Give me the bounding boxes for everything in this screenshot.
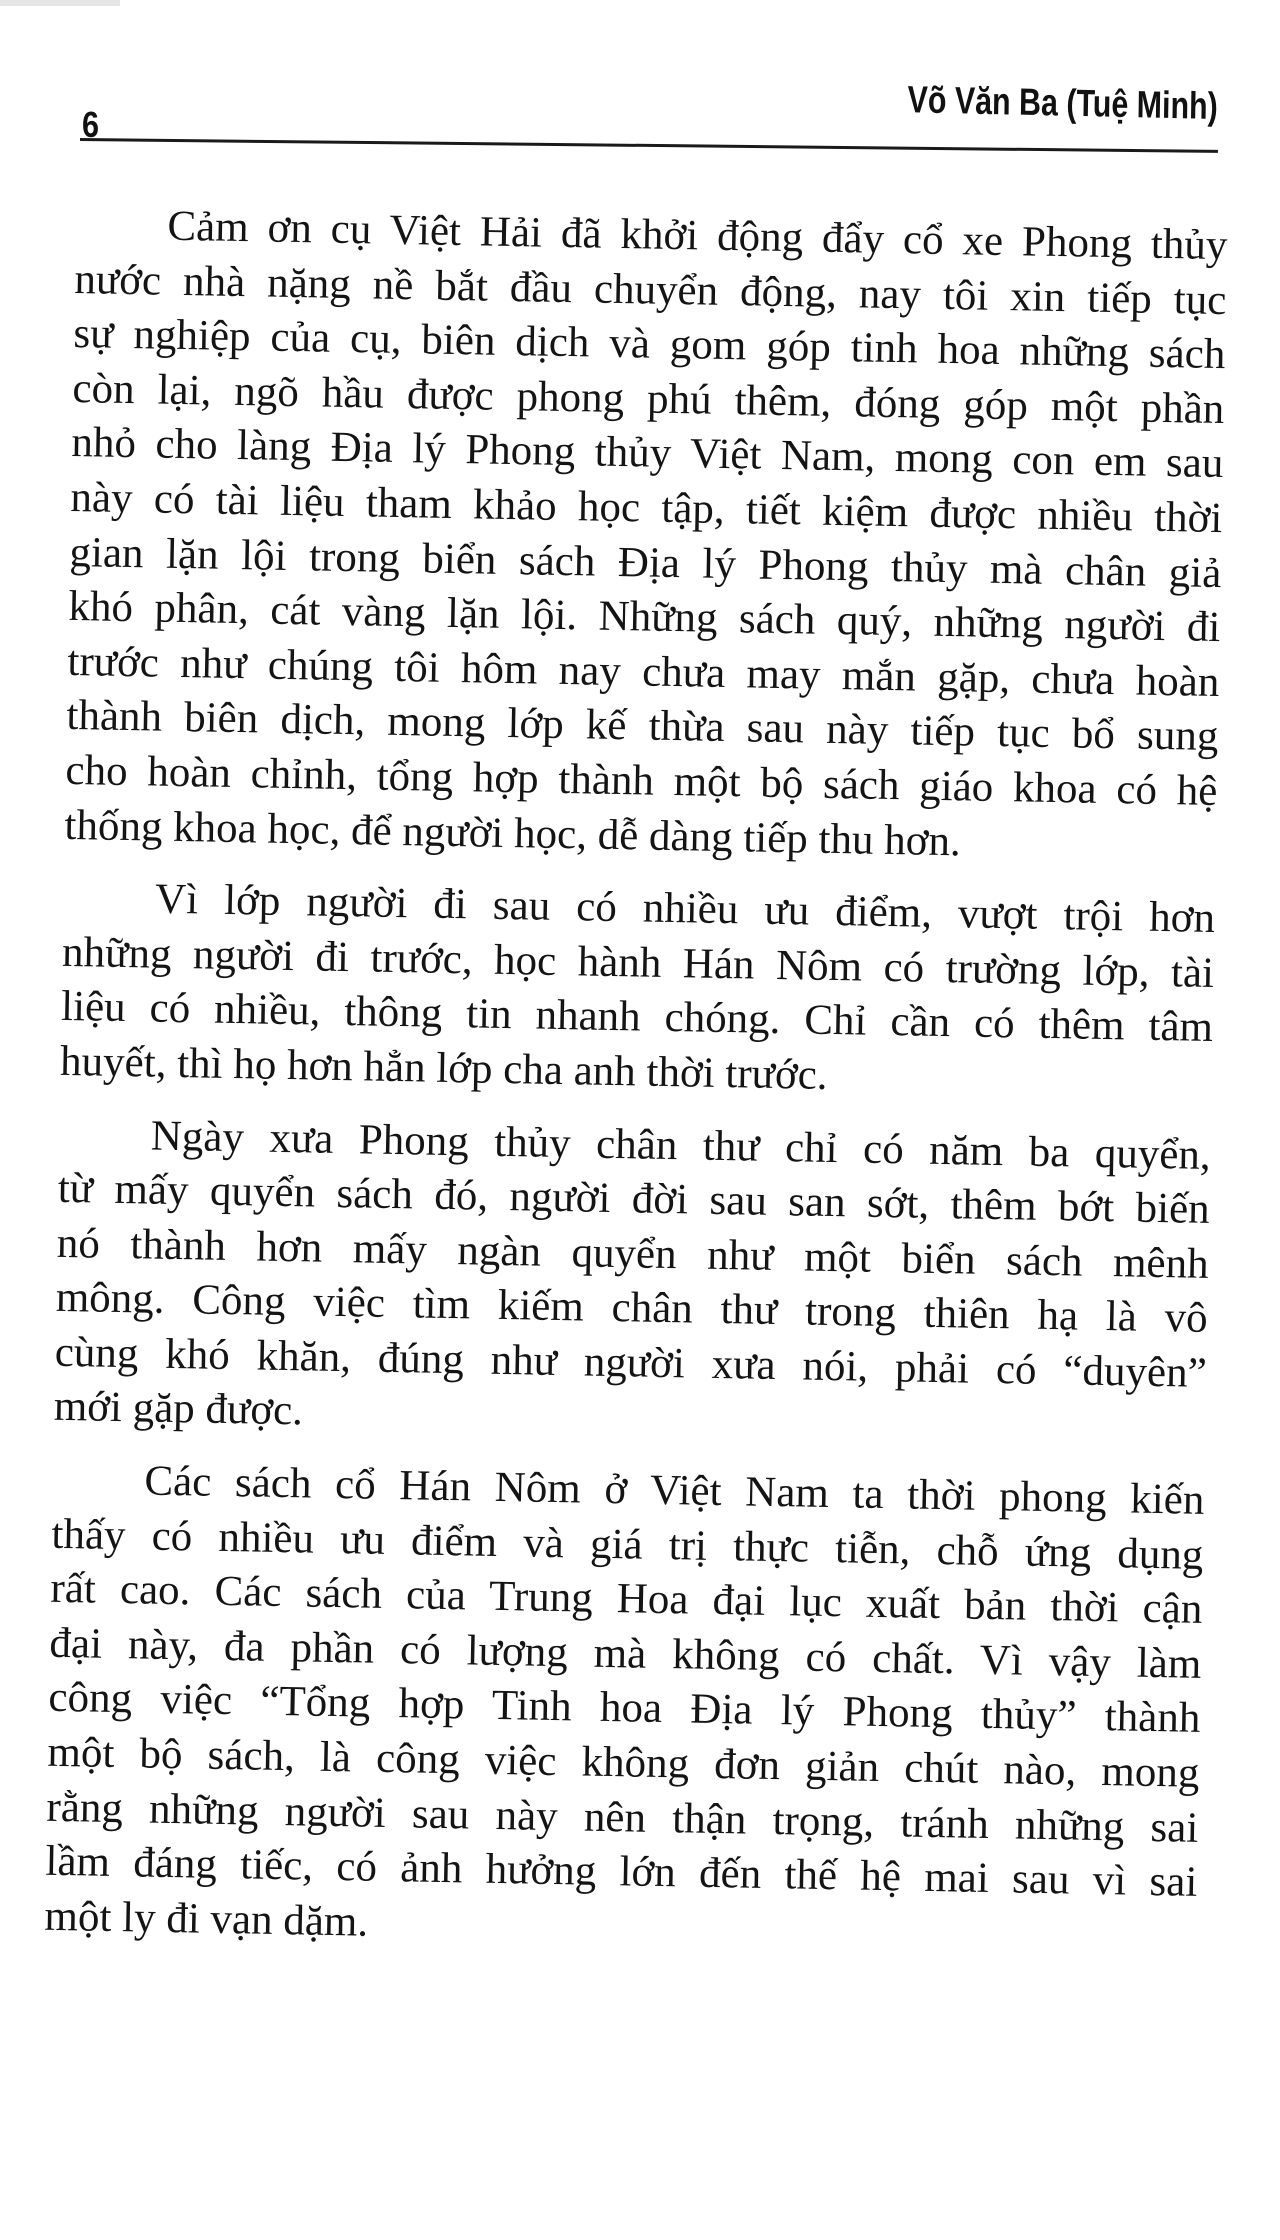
text-line: nước nhà nặng nề bắt đầu chuyển động, nay tôi xin tiếp tục xyxy=(74,255,1227,324)
text-line: Vì lớp người đi sau có nhiều ưu điểm, vượt trội hơn xyxy=(154,875,1216,943)
text-line: lầm đáng tiếc, có ảnh hưởng lớn đến thế hệ mai sau vì sai xyxy=(45,1837,1198,1907)
text-line: liệu có nhiều, thông tin nhanh chóng. Chỉ cần có thêm tâm xyxy=(60,983,1214,1052)
text-line: rằng những người sau này nên thận trọng, tránh những sai xyxy=(46,1783,1199,1852)
text-line: từ mấy quyển sách đó, người đời sau san sớt, thêm bớt biến xyxy=(57,1164,1211,1234)
text-line: sự nghiệp của cụ, biên dịch và gom góp tinh hoa những sách xyxy=(73,310,1226,379)
text-line: nhỏ cho làng Địa lý Phong thủy Việt Nam, mong con em sau xyxy=(71,419,1224,488)
text-line: thành biên dịch, mong lớp kế thừa sau này tiếp tục bổ sung xyxy=(66,692,1219,761)
text-line: Các sách cổ Hán Nôm ở Việt Nam ta thời phong kiến xyxy=(144,1457,1205,1524)
text-line: Ngày xưa Phong thủy chân thư chỉ có năm ba quyển, xyxy=(150,1112,1212,1179)
text-line: gian lặn lội trong biển sách Địa lý Phong thủy mà chân giả xyxy=(69,528,1222,597)
paragraph xyxy=(60,871,1216,1110)
text-line: khó phân, cát vàng lặn lội. Những sách quý, những người đi xyxy=(68,583,1221,652)
paragraph xyxy=(64,198,1228,874)
text-line: thấy có nhiều ưu điểm và giá trị thực tiễn, chỗ ứng dụng xyxy=(51,1510,1204,1579)
text-line: một bộ sách, là công việc không đơn giản chút nào, mong xyxy=(47,1728,1200,1797)
text-line: một ly đi vạn dặm. xyxy=(44,1892,369,1946)
text-line: còn lại, ngõ hầu được phong phú thêm, đóng góp một phần xyxy=(72,364,1225,433)
header-rule xyxy=(80,138,1218,153)
text-line: rất cao. Các sách của Trung Hoa đại lục xuất bản thời cận xyxy=(50,1565,1203,1634)
page-number: 6 xyxy=(82,104,100,145)
text-line: này có tài liệu tham khảo học tập, tiết kiệm được nhiều thời xyxy=(70,473,1223,543)
page-header xyxy=(80,74,1232,154)
scan-edge-strip xyxy=(0,0,120,6)
running-head-author: Võ Văn Ba (Tuệ Minh) xyxy=(907,79,1219,128)
text-line: huyết, thì họ hơn hẳn lớp cha anh thời trước. xyxy=(59,1037,828,1099)
text-line: mới gặp được. xyxy=(53,1383,304,1435)
text-line: những người đi trước, học hành Hán Nôm có trường lớp, tài xyxy=(61,928,1215,997)
text-line: công việc “Tổng hợp Tinh hoa Địa lý Phong thủy” thành xyxy=(48,1674,1201,1743)
text-line: cho hoàn chỉnh, tổng hợp thành một bộ sách giáo khoa có hệ xyxy=(65,746,1218,815)
text-line: đại này, đa phần có lượng mà không có chất. Vì vậy làm xyxy=(49,1619,1202,1688)
text-line: mông. Công việc tìm kiếm chân thư trong thiên hạ là vô xyxy=(55,1274,1209,1343)
text-line: nó thành hơn mấy ngàn quyển như một biển sách mênh xyxy=(56,1219,1210,1288)
text-line: trước như chúng tôi hôm nay chưa may mắn gặp, chưa hoàn xyxy=(67,637,1220,706)
paragraph xyxy=(53,1107,1211,1456)
text-line: thống khoa học, để người học, dễ dàng tiếp thu hơn. xyxy=(64,801,962,865)
text-line: cùng khó khăn, đúng như người xưa nói, phải có “duyên” xyxy=(54,1328,1208,1397)
body-text xyxy=(44,198,1228,1983)
paragraph xyxy=(44,1453,1205,1965)
text-line: Cảm ơn cụ Việt Hải đã khởi động đẩy cổ xe Phong thủy xyxy=(167,202,1228,270)
